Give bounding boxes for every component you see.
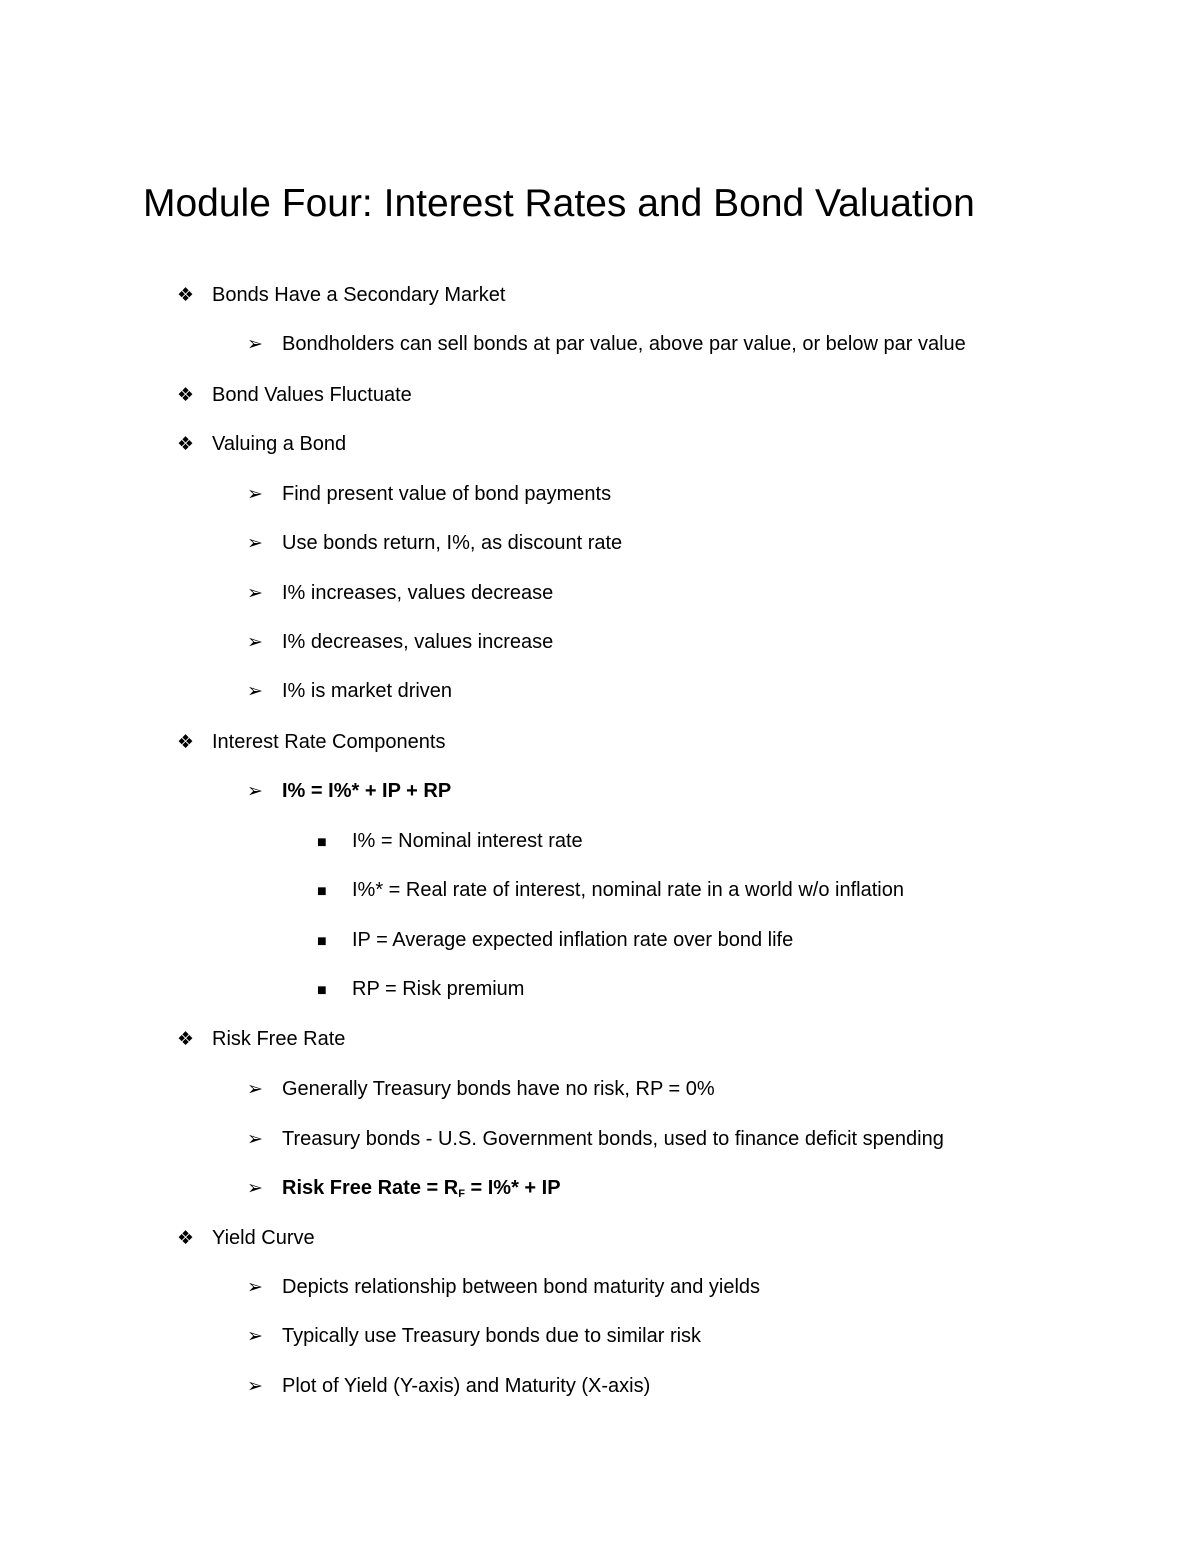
list-item-text: I% decreases, values increase <box>282 631 554 653</box>
list-item <box>177 430 346 459</box>
list-item-text: Typically use Treasury bonds due to similar risk <box>282 1325 702 1347</box>
list-item <box>247 1273 760 1302</box>
list-item-text: I%* = Real rate of interest, nominal rate in a world w/o inflation <box>352 879 904 901</box>
square-bullet-icon: ■ <box>317 883 327 900</box>
list-item <box>177 1224 315 1253</box>
list-item-text: I% is market driven <box>282 680 453 702</box>
arrow-bullet-icon: ➢ <box>247 1376 263 1397</box>
list-item-text: I% increases, values decrease <box>282 582 554 604</box>
arrow-bullet-icon: ➢ <box>247 781 263 802</box>
list-item-text: Yield Curve <box>212 1227 315 1249</box>
square-bullet-icon: ■ <box>317 834 327 851</box>
list-item-text: Depicts relationship between bond maturity and yields <box>282 1276 761 1298</box>
list-item <box>317 876 904 906</box>
list-item <box>247 579 553 608</box>
list-item <box>247 330 966 359</box>
formula-subscript: F <box>458 1188 465 1200</box>
arrow-bullet-icon: ➢ <box>247 681 263 702</box>
diamond-bullet-icon: ❖ <box>177 1228 195 1249</box>
arrow-bullet-icon: ➢ <box>247 1326 263 1347</box>
diamond-bullet-icon: ❖ <box>177 434 195 455</box>
list-item-text: Treasury bonds - U.S. Government bonds, used to finance deficit spending <box>282 1128 944 1150</box>
list-item <box>247 1174 561 1208</box>
arrow-bullet-icon: ➢ <box>247 632 263 653</box>
formula-text-end: = I%* + IP <box>464 1177 561 1199</box>
list-item <box>177 728 445 757</box>
list-item <box>177 281 506 310</box>
square-bullet-icon: ■ <box>317 982 327 999</box>
arrow-bullet-icon: ➢ <box>247 583 263 604</box>
list-item <box>177 1025 345 1054</box>
list-item-text: I% = Nominal interest rate <box>352 830 583 852</box>
list-item-text: IP = Average expected inflation rate over bond life <box>352 929 794 951</box>
list-item <box>177 381 412 410</box>
list-item <box>247 628 553 657</box>
arrow-bullet-icon: ➢ <box>247 1178 263 1199</box>
list-item-text: Interest Rate Components <box>212 731 446 753</box>
list-item-text: Bonds Have a Secondary Market <box>212 284 506 306</box>
list-item <box>317 975 524 1005</box>
diamond-bullet-icon: ❖ <box>177 385 195 406</box>
arrow-bullet-icon: ➢ <box>247 484 263 505</box>
square-bullet-icon: ■ <box>317 933 327 950</box>
list-item <box>247 1125 944 1154</box>
list-item-text: Plot of Yield (Y-axis) and Maturity (X-axis) <box>282 1375 651 1397</box>
list-item <box>247 1075 715 1104</box>
list-item-text: Find present value of bond payments <box>282 483 612 505</box>
list-item <box>247 677 452 706</box>
diamond-bullet-icon: ❖ <box>177 732 195 753</box>
document-title: Module Four: Interest Rates and Bond Valuation <box>143 182 975 225</box>
list-item <box>247 777 451 806</box>
list-item <box>317 926 793 956</box>
formula-text-start: Risk Free Rate = R <box>282 1177 459 1199</box>
list-item <box>247 1322 701 1351</box>
list-item-text: Bond Values Fluctuate <box>212 384 412 406</box>
arrow-bullet-icon: ➢ <box>247 334 263 355</box>
list-item <box>247 480 611 509</box>
list-item <box>317 827 583 857</box>
list-item <box>247 529 622 558</box>
list-item-text: Generally Treasury bonds have no risk, RP = 0% <box>282 1078 715 1100</box>
list-item-text: Use bonds return, I%, as discount rate <box>282 532 623 554</box>
list-item-text: Bondholders can sell bonds at par value, above par value, or below par value <box>282 333 966 355</box>
arrow-bullet-icon: ➢ <box>247 1129 263 1150</box>
arrow-bullet-icon: ➢ <box>247 533 263 554</box>
diamond-bullet-icon: ❖ <box>177 285 195 306</box>
list-item-text: Risk Free Rate <box>212 1028 346 1050</box>
diamond-bullet-icon: ❖ <box>177 1029 195 1050</box>
list-item <box>247 1372 650 1401</box>
arrow-bullet-icon: ➢ <box>247 1079 263 1100</box>
list-item-text: Valuing a Bond <box>212 433 347 455</box>
formula-text: I% = I%* + IP + RP <box>282 780 452 802</box>
arrow-bullet-icon: ➢ <box>247 1277 263 1298</box>
list-item-text: RP = Risk premium <box>352 978 525 1000</box>
